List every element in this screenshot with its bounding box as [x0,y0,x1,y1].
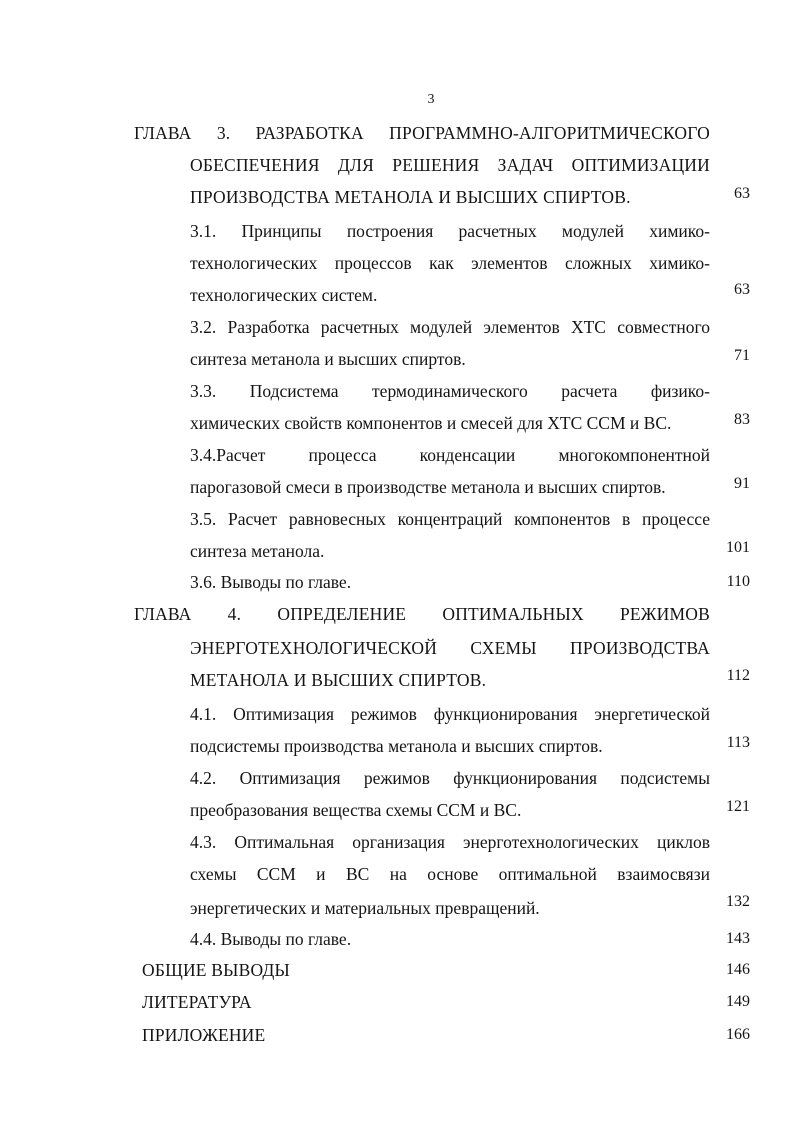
literature-label: ЛИТЕРАТУРА [142,992,252,1012]
section-3-4-line1: 3.4.Расчет процесса конденсации многокомпонентной [190,445,710,465]
section-3-1-page: 63 [734,281,750,298]
section-4-1-page: 113 [726,734,750,751]
section-4-2-line2: преобразования вещества схемы ССМ и ВС. [190,800,522,820]
chapter4-title-line2: ЭНЕРГОТЕХНОЛОГИЧЕСКОЙ СХЕМЫ ПРОИЗВОДСТВА [190,638,710,658]
section-3-5-page: 101 [726,539,750,556]
page-number: 3 [427,92,435,107]
chapter3-title-line3: ПРОИЗВОДСТВА МЕТАНОЛА И ВЫСШИХ СПИРТОВ. [190,187,631,207]
section-4-3-page: 132 [726,893,750,910]
section-4-3-line3: энергетических и материальных превращений. [190,898,540,918]
appendix-label: ПРИЛОЖЕНИЕ [142,1025,266,1045]
section-4-4-page: 143 [726,930,750,947]
general-conclusions-page: 146 [726,961,750,978]
section-3-2-line1: 3.2. Разработка расчетных модулей элементов ХТС совместного [190,317,710,337]
section-4-1-line1: 4.1. Оптимизация режимов функционирования энергетической [190,704,710,724]
section-4-2-line1: 4.2. Оптимизация режимов функционирования подсистемы [190,768,710,788]
section-3-4-line2: парогазовой смеси в производстве метанола и высших спиртов. [190,477,666,497]
section-3-6-line1: 3.6. Выводы по главе. [190,572,352,592]
section-3-3-line2: химических свойств компонентов и смесей для ХТС ССМ и ВС. [190,413,672,433]
section-3-2-page: 71 [734,347,750,364]
section-3-1-line1: 3.1. Принципы построения расчетных модулей химико- [190,221,710,241]
section-4-4-line1: 4.4. Выводы по главе. [190,929,352,949]
section-4-3-line2: схемы ССМ и ВС на основе оптимальной взаимосвязи [190,864,710,884]
section-3-1-line2: технологических процессов как элементов сложных химико- [190,253,710,273]
literature-page: 149 [726,993,750,1010]
appendix-page: 166 [726,1026,750,1043]
section-3-2-line2: синтеза метанола и высших спиртов. [190,349,466,369]
section-3-5-line1: 3.5. Расчет равновесных концентраций компонентов в процессе [190,509,710,529]
section-3-3-page: 83 [734,411,750,428]
section-3-5-line2: синтеза метанола. [190,541,325,561]
chapter4-page: 112 [726,667,750,684]
section-3-6-page: 110 [726,573,750,590]
chapter3-title-line1: ГЛАВА 3. РАЗРАБОТКА ПРОГРАММНО-АЛГОРИТМИЧЕСКОГО [134,123,710,143]
section-3-1-line3: технологических систем. [190,285,378,305]
chapter3-title-line2: ОБЕСПЕЧЕНИЯ ДЛЯ РЕШЕНИЯ ЗАДАЧ ОПТИМИЗАЦИИ [190,155,710,175]
section-4-1-line2: подсистемы производства метанола и высших спиртов. [190,736,603,756]
section-3-4-page: 91 [734,475,750,492]
chapter4-title-line3: МЕТАНОЛА И ВЫСШИХ СПИРТОВ. [190,670,487,690]
section-3-3-line1: 3.3. Подсистема термодинамического расчета физико- [190,381,710,401]
chapter4-title-line1: ГЛАВА 4. ОПРЕДЕЛЕНИЕ ОПТИМАЛЬНЫХ РЕЖИМОВ [134,604,710,624]
section-4-2-page: 121 [726,798,750,815]
general-conclusions-label: ОБЩИЕ ВЫВОДЫ [142,960,291,980]
section-4-3-line1: 4.3. Оптимальная организация энерготехнологических циклов [190,832,710,852]
chapter3-page: 63 [734,185,750,202]
